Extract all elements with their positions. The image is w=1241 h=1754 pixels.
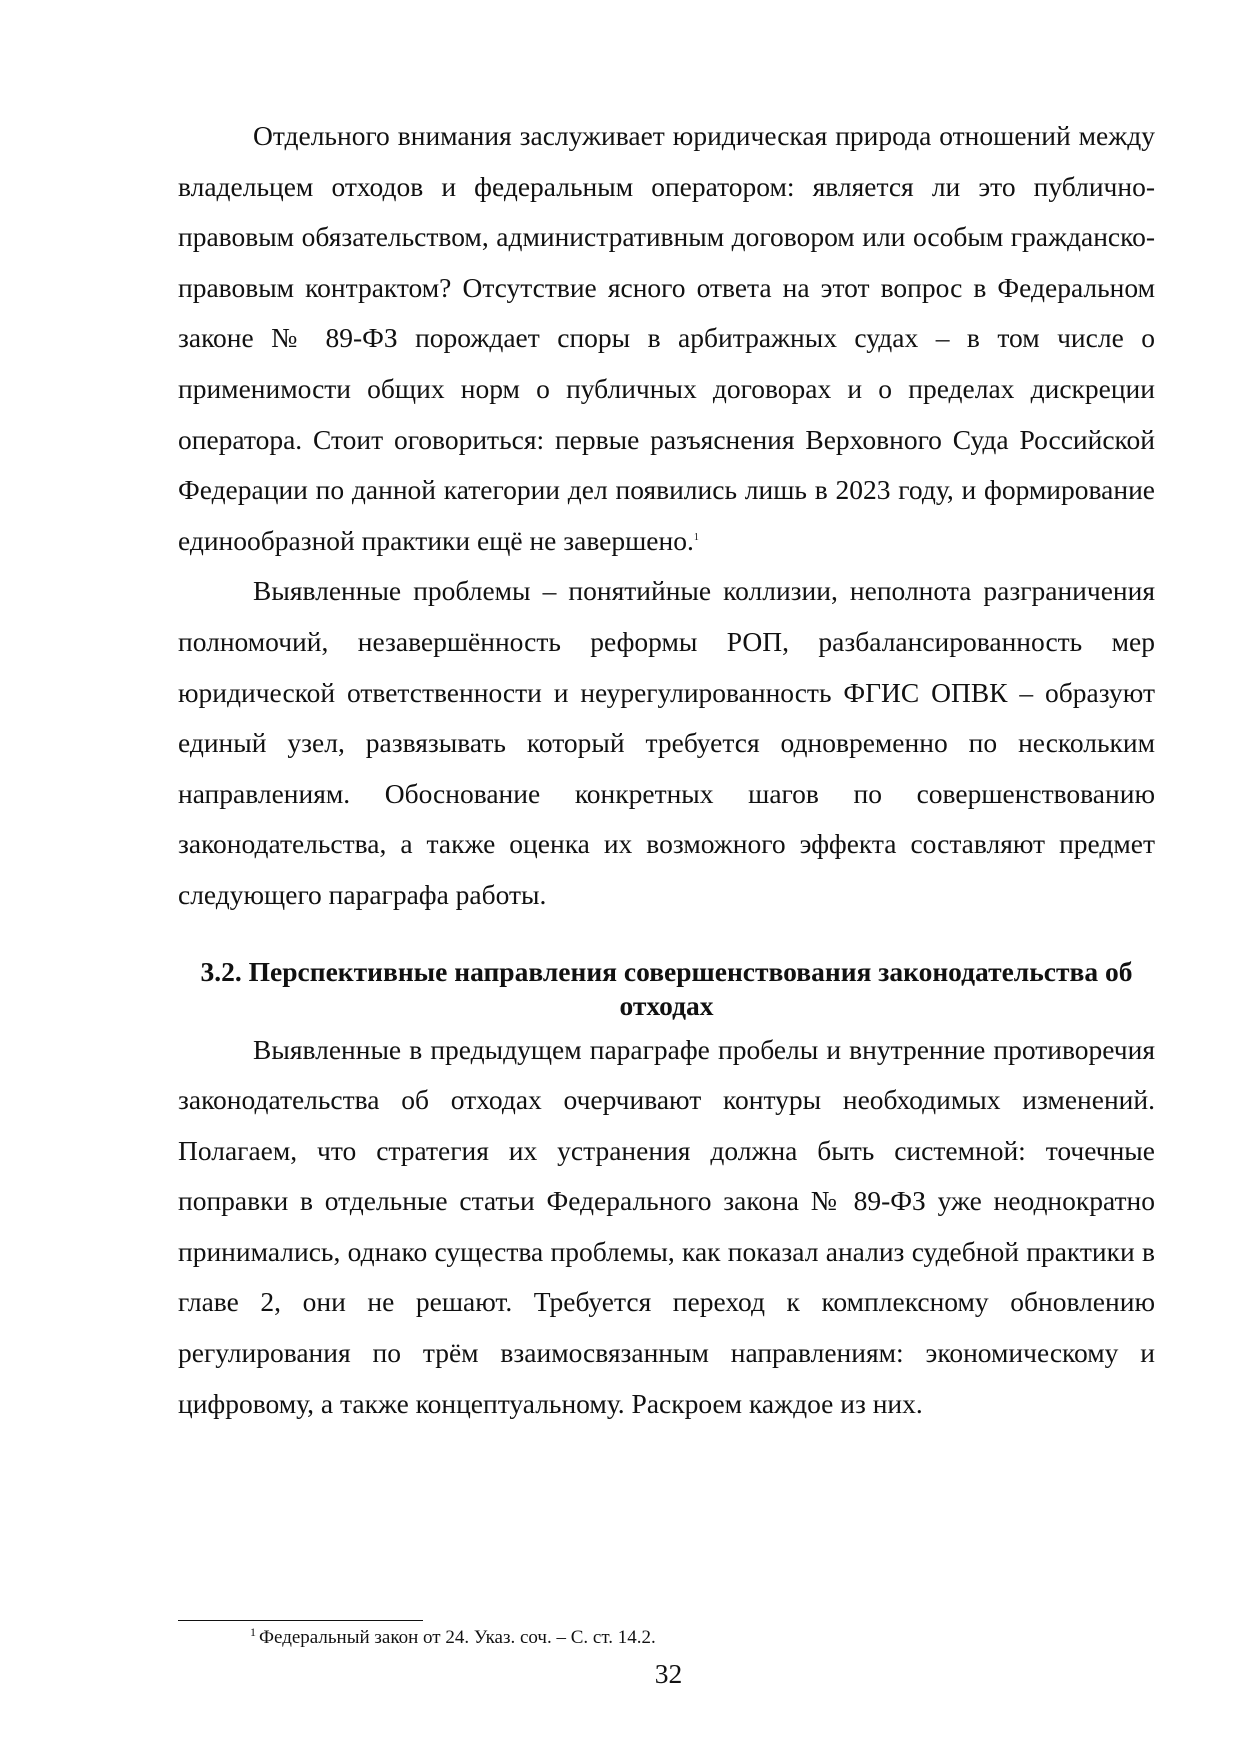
footnote-reference[interactable]: 1 xyxy=(693,531,699,543)
body-paragraph-1 xyxy=(178,111,1155,566)
body-paragraph-2: Выявленные проблемы – понятийные коллизии, неполнота разграничения полномочий, незавершённость реформы РОП, разбалансированность мер юридической ответственности и неурегулированность ФГИС ОПВК – образуют единый узел, развязывать который требуется одновременно по нескольким направлениям. Обоснование конкретных шагов по совершенствованию законодательства, а также оценка их возможного эффекта составляют предмет следующего параграфа работы. xyxy=(178,575,1155,910)
page-body xyxy=(178,111,1155,1429)
section-heading: 3.2. Перспективные направления совершенствования законодательства об отходах xyxy=(200,955,1133,1021)
footnote xyxy=(250,1625,1155,1651)
footnote-mark: 1 xyxy=(250,1624,256,1639)
page-number: 32 xyxy=(654,1658,683,1689)
footnote-separator xyxy=(178,1620,423,1621)
footnote-text: Федеральный закон от 24. Указ. соч. – С. ст. 14.2. xyxy=(259,1627,656,1648)
body-paragraph-3: Выявленные в предыдущем параграфе пробелы и внутренние противоречия законодательства об отходах очерчивают контуры необходимых изменений. Полагаем, что стратегия их устранения должна быть системной: точечные поправки в отдельные статьи Федерального закона № 89-ФЗ уже неоднократно принимались, однако существа проблемы, как показал анализ судебной практики в главе 2, они не решают. Требуется переход к комплексному обновлению регулирования по трём взаимосвязанным направлениям: экономическому и цифровому, а также концептуальному. Раскроем каждое из них. xyxy=(178,1033,1155,1419)
body-paragraph-1-text: Отдельного внимания заслуживает юридическая природа отношений между владельцем отходов и федеральным оператором: является ли это публично-правовым обязательством, административным договором или особым гражданско-правовым контрактом? Отсутствие ясного ответа на этот вопрос в Федеральном законе № 89-ФЗ порождает споры в арбитражных судах – в том числе о применимости общих норм о публичных договорах и о пределах дискреции оператора. Стоит оговориться: первые разъяснения Верховного Суда Российской Федерации по данной категории дел появились лишь в 2023 году, и формирование единообразной практики ещё не завершено. xyxy=(178,120,1155,556)
